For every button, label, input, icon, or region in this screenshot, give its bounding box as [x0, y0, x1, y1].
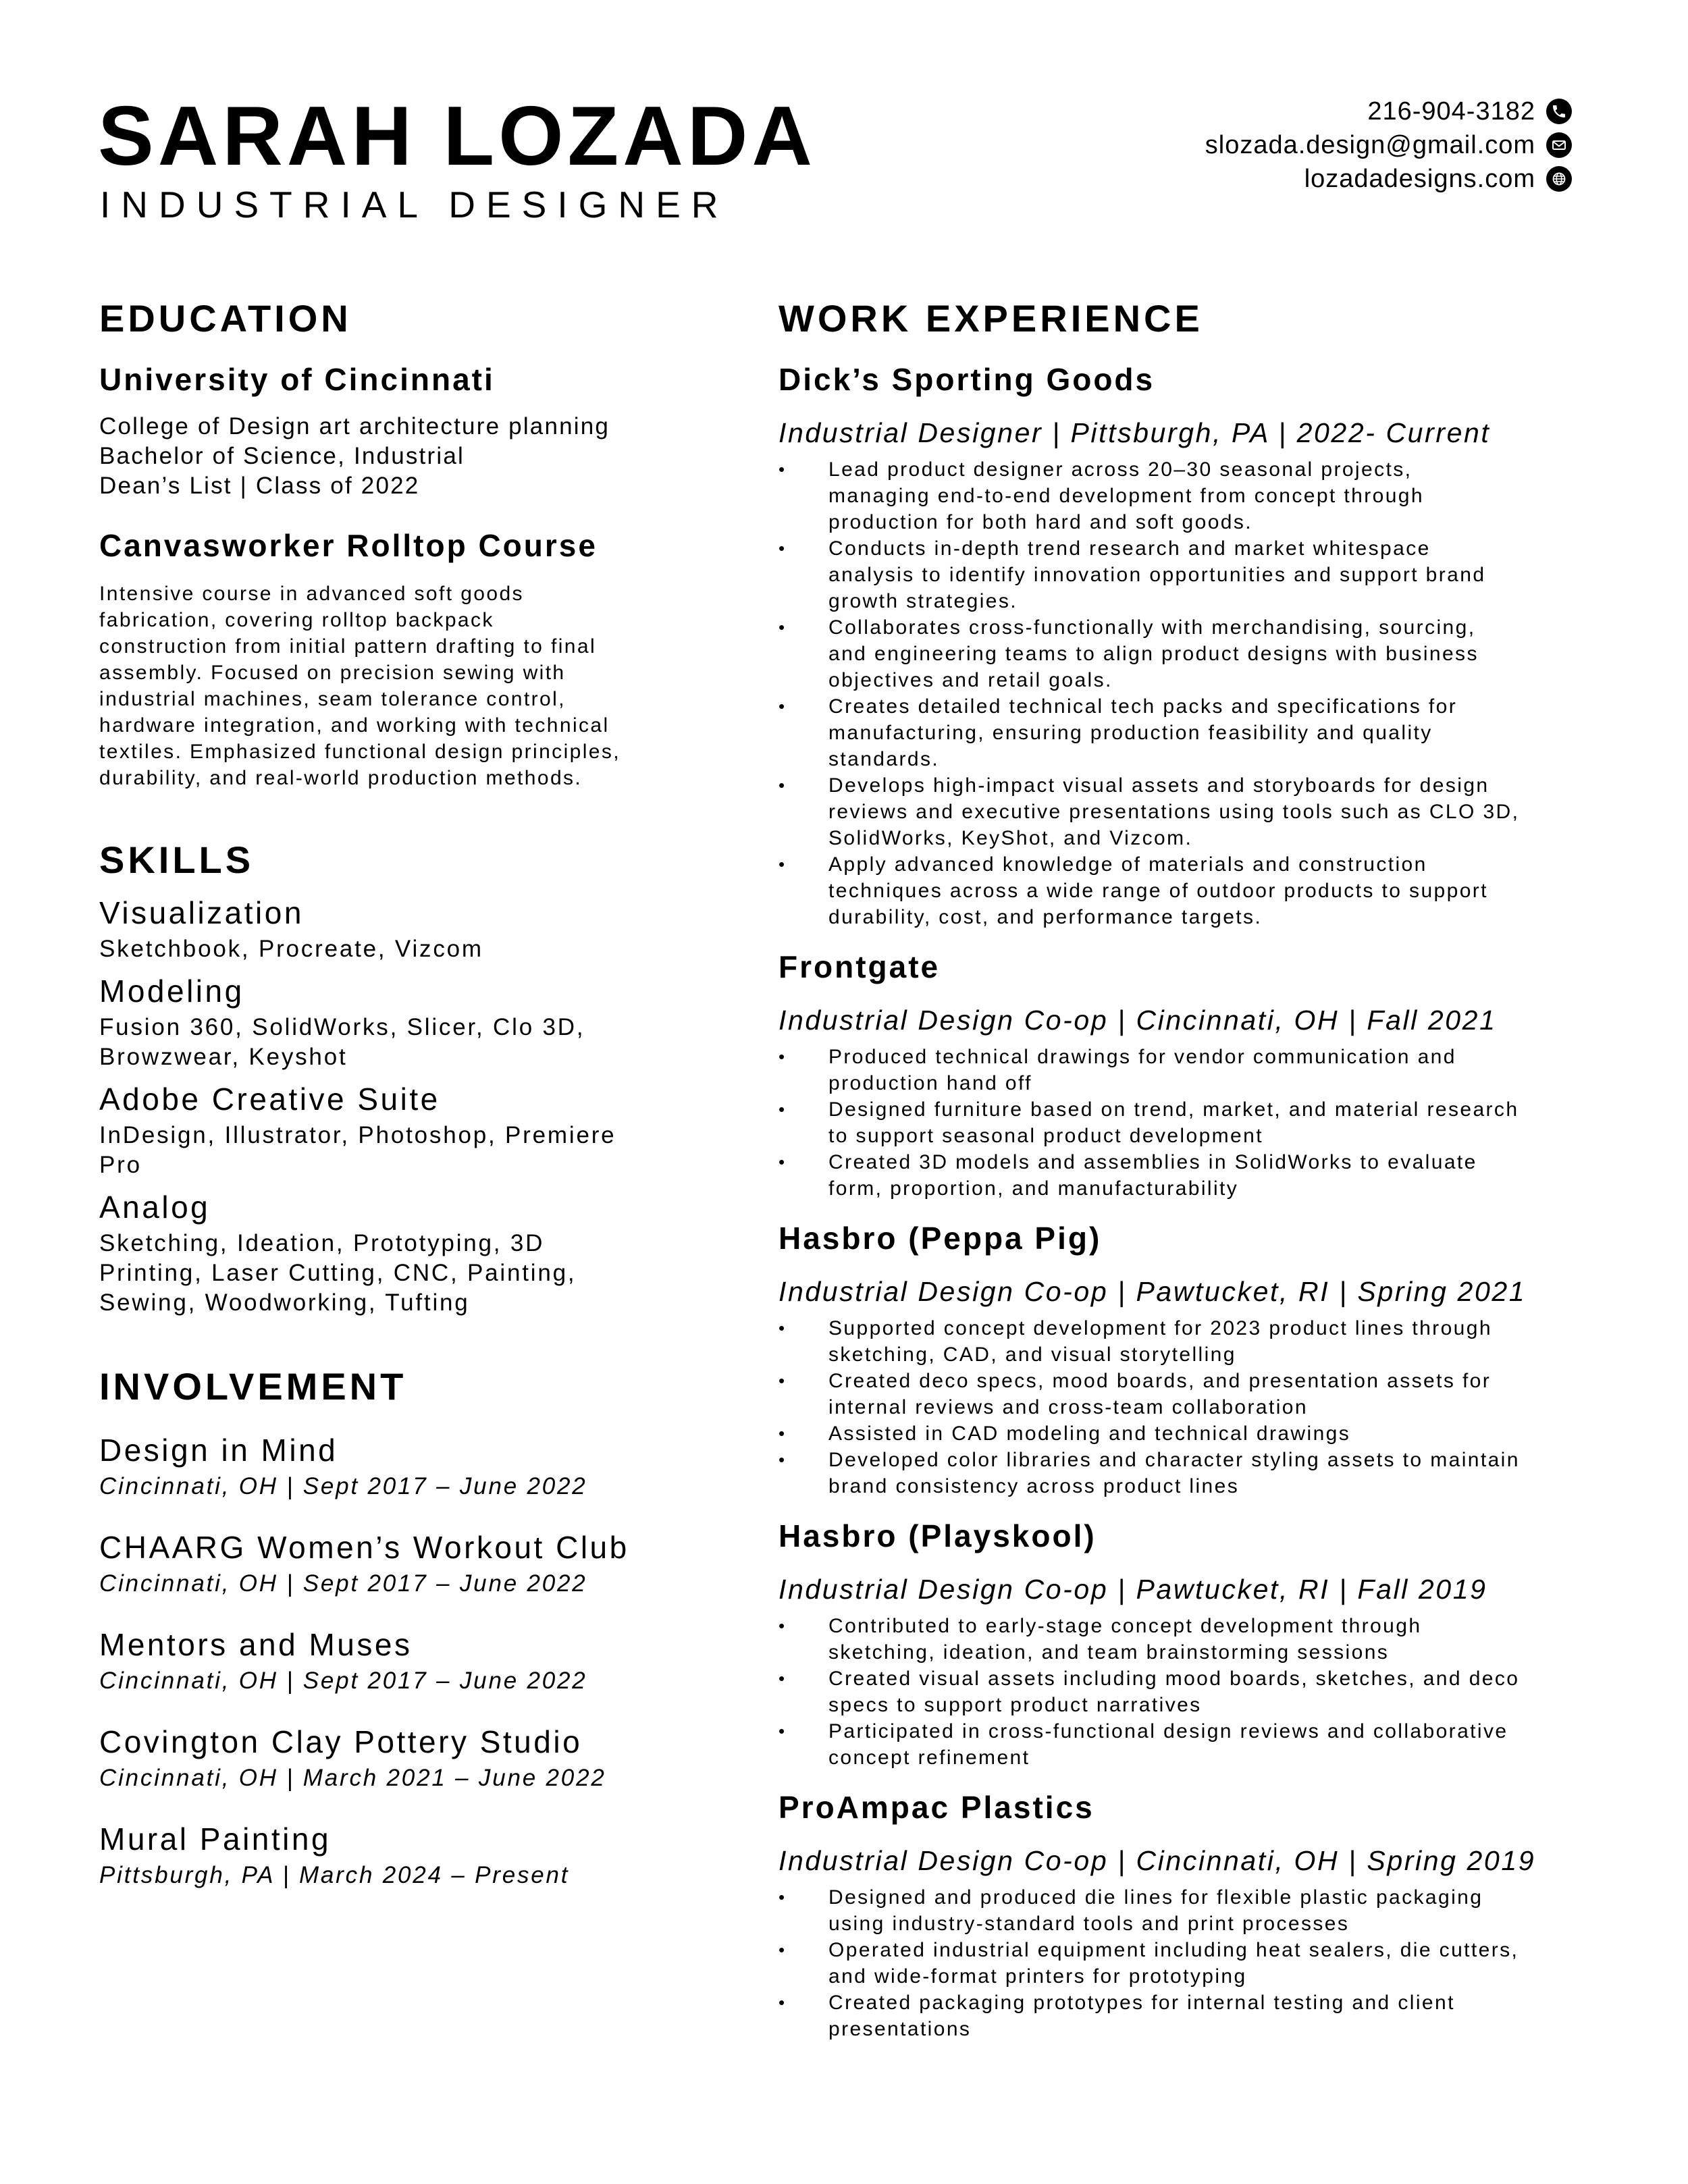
job-bullet	[779, 456, 1606, 535]
bullet-line: sketching, CAD, and visual storytelling	[828, 1343, 1236, 1366]
course-line: industrial machines, seam tolerance control,	[99, 688, 566, 710]
mail-icon	[1546, 132, 1572, 158]
job-bullet	[779, 1447, 1606, 1499]
involvement-item	[99, 1431, 693, 1501]
job-role: Industrial Design Co-op | Cincinnati, OH | Spring 2019	[779, 1845, 1536, 1876]
contact-website	[1205, 162, 1572, 196]
job-bullet	[779, 1718, 1606, 1771]
involvement-title: Mentors and Muses	[99, 1627, 413, 1662]
involvement-item	[99, 1723, 693, 1793]
job-role: Industrial Design Co-op | Pawtucket, RI | Spring 2021	[779, 1276, 1527, 1307]
job-bullets	[779, 456, 1606, 930]
bullet-line: objectives and retail goals.	[828, 669, 1113, 691]
bullet-line: techniques across a wide range of outdoor products to support	[828, 880, 1488, 902]
job-role: Industrial Designer | Pittsburgh, PA | 2022- Current	[779, 417, 1491, 448]
email-address: slozada.design@gmail.com	[1205, 130, 1535, 159]
education-heading: EDUCATION	[99, 297, 352, 340]
job-entry	[779, 948, 1606, 1202]
job-role: Industrial Design Co-op | Cincinnati, OH | Fall 2021	[779, 1005, 1497, 1036]
skill-group-text: Pro	[99, 1152, 142, 1178]
school-detail-line: College of Design art architecture planning	[99, 413, 610, 440]
job-role: Industrial Design Co-op | Pawtucket, RI | Fall 2019	[779, 1574, 1487, 1605]
involvement-item	[99, 1528, 693, 1599]
bullet-line: presentations	[828, 2018, 972, 2040]
involvement-item	[99, 1820, 693, 1890]
contact-email	[1205, 128, 1572, 162]
bullet-line: • Contributed to early-stage concept development through	[828, 1615, 1422, 1637]
job-bullets	[779, 1884, 1606, 2042]
job-bullet	[779, 851, 1606, 930]
bullet-line: form, proportion, and manufacturability	[828, 1177, 1239, 1200]
skill-group-title: Adobe Creative Suite	[99, 1082, 440, 1117]
bullet-line: • Developed color libraries and character styling assets to maintain	[828, 1449, 1520, 1471]
job-bullet	[779, 614, 1606, 693]
school-name: University of Cincinnati	[99, 362, 495, 397]
bullet-line: • Operated industrial equipment including heat sealers, die cutters,	[828, 1939, 1519, 1961]
involvement-meta: Pittsburgh, PA | March 2024 – Present	[99, 1862, 570, 1888]
bullet-line: • Designed furniture based on trend, market, and material research	[828, 1098, 1519, 1121]
course-description	[99, 581, 693, 791]
bullet-line: production hand off	[828, 1072, 1032, 1094]
course-line: assembly. Focused on precision sewing with	[99, 662, 566, 684]
involvement-meta: Cincinnati, OH | Sept 2017 – June 2022	[99, 1473, 587, 1499]
job-company: Frontgate	[779, 949, 941, 984]
involvement-meta: Cincinnati, OH | Sept 2017 – June 2022	[99, 1668, 587, 1694]
bullet-line: • Apply advanced knowledge of materials and construction	[828, 853, 1427, 876]
candidate-title: INDUSTRIAL DESIGNER	[100, 184, 729, 225]
job-bullet	[779, 1044, 1606, 1096]
job-bullet	[779, 1149, 1606, 1202]
education-section	[99, 297, 693, 791]
job-bullet	[779, 1937, 1606, 1990]
involvement-title: Covington Clay Pottery Studio	[99, 1724, 583, 1759]
skill-group-text: InDesign, Illustrator, Photoshop, Premiere	[99, 1122, 616, 1148]
course-line: construction from initial pattern drafting to final	[99, 635, 597, 658]
bullet-line: • Develops high-impact visual assets and storyboards for design	[828, 774, 1489, 797]
bullet-line: production for both hard and soft goods.	[828, 511, 1253, 533]
course-line: textiles. Emphasized functional design principles,	[99, 741, 621, 763]
bullet-line: manufacturing, ensuring production feasibility and quality	[828, 722, 1433, 744]
school-details	[99, 412, 693, 501]
bullet-line: • Designed and produced die lines for flexible plastic packaging	[828, 1886, 1483, 1909]
skill-group-title: Modeling	[99, 974, 244, 1009]
job-bullet	[779, 1368, 1606, 1420]
bullet-line: • Created deco specs, mood boards, and presentation assets for	[828, 1370, 1492, 1392]
bullet-line: • Supported concept development for 2023 product lines through	[828, 1317, 1492, 1339]
involvement-heading: INVOLVEMENT	[99, 1365, 407, 1408]
course-line: Intensive course in advanced soft goods	[99, 583, 524, 605]
job-bullet	[779, 1613, 1606, 1666]
bullet-line: • Creates detailed technical tech packs and specifications for	[828, 695, 1458, 718]
skill-group-title: Analog	[99, 1190, 211, 1225]
bullet-line: • Collaborates cross-functionally with merchandising, sourcing,	[828, 616, 1476, 639]
job-bullet	[779, 1990, 1606, 2042]
right-column	[779, 297, 1606, 2042]
job-company: ProAmpac Plastics	[779, 1790, 1094, 1825]
bullet-line: specs to support product narratives	[828, 1694, 1202, 1716]
skill-group	[99, 894, 693, 964]
job-bullet	[779, 1884, 1606, 1937]
bullet-line: concept refinement	[828, 1747, 1030, 1769]
website-url: lozadadesigns.com	[1304, 164, 1535, 193]
bullet-line: standards.	[828, 748, 940, 770]
school-detail-line: Bachelor of Science, Industrial	[99, 443, 465, 469]
bullet-line: internal reviews and cross-team collaboration	[828, 1396, 1308, 1418]
bullet-line: sketching, ideation, and team brainstorming sessions	[828, 1641, 1390, 1663]
job-company: Hasbro (Peppa Pig)	[779, 1221, 1102, 1256]
bullet-line: • Participated in cross-functional design reviews and collaborative	[828, 1720, 1508, 1742]
bullet-line: SolidWorks, KeyShot, and Vizcom.	[828, 827, 1193, 849]
school-detail-line: Dean’s List | Class of 2022	[99, 473, 420, 499]
involvement-meta: Cincinnati, OH | March 2021 – June 2022	[99, 1765, 606, 1791]
job-bullet	[779, 693, 1606, 772]
job-entry	[779, 1788, 1606, 2042]
job-company: Hasbro (Playskool)	[779, 1518, 1097, 1553]
course-line: durability, and real-world production methods.	[99, 767, 583, 789]
phone-number: 216-904-3182	[1367, 97, 1535, 126]
skill-group-title: Visualization	[99, 895, 304, 930]
skills-section	[99, 838, 693, 1318]
involvement-title: Design in Mind	[99, 1433, 338, 1468]
skill-group-text: Sketching, Ideation, Prototyping, 3D	[99, 1230, 545, 1256]
skill-group	[99, 972, 693, 1072]
job-bullet	[779, 1420, 1606, 1447]
job-bullets	[779, 1613, 1606, 1771]
job-bullet	[779, 1666, 1606, 1718]
bullet-line: • Assisted in CAD modeling and technical drawings	[828, 1422, 1351, 1445]
job-entry	[779, 1517, 1606, 1771]
bullet-line: durability, cost, and performance targets.	[828, 906, 1263, 928]
bullet-line: growth strategies.	[828, 590, 1018, 612]
job-entry	[779, 1219, 1606, 1499]
skill-group-text: Browzwear, Keyshot	[99, 1044, 348, 1070]
skill-group-text: Fusion 360, SolidWorks, Slicer, Clo 3D,	[99, 1014, 585, 1040]
phone-icon	[1546, 99, 1572, 124]
bullet-line: • Created packaging prototypes for internal testing and client	[828, 1992, 1455, 2014]
job-bullet	[779, 772, 1606, 851]
job-bullet	[779, 535, 1606, 614]
course-line: hardware integration, and working with technical	[99, 714, 610, 737]
bullet-line: using industry-standard tools and print processes	[828, 1913, 1350, 1935]
bullet-line: • Created visual assets including mood boards, sketches, and deco	[828, 1668, 1520, 1690]
involvement-title: Mural Painting	[99, 1821, 332, 1857]
course-name: Canvasworker Rolltop Course	[99, 528, 598, 563]
skill-group-text: Printing, Laser Cutting, CNC, Painting,	[99, 1260, 577, 1286]
skill-group-text: Sewing, Woodworking, Tufting	[99, 1289, 470, 1316]
globe-icon	[1546, 166, 1572, 192]
bullet-line: to support seasonal product development	[828, 1125, 1263, 1147]
contact-phone	[1205, 95, 1572, 128]
job-bullets	[779, 1044, 1606, 1202]
left-column	[99, 297, 693, 1890]
job-bullet	[779, 1096, 1606, 1149]
bullet-line: managing end-to-end development from concept through	[828, 485, 1424, 507]
involvement-meta: Cincinnati, OH | Sept 2017 – June 2022	[99, 1570, 587, 1597]
bullet-line: brand consistency across product lines	[828, 1475, 1240, 1497]
bullet-line: and engineering teams to align product designs with business	[828, 643, 1479, 665]
involvement-item	[99, 1626, 693, 1696]
contact-block	[1205, 95, 1572, 196]
skill-group	[99, 1080, 693, 1180]
bullet-line: reviews and executive presentations using tools such as CLO 3D,	[828, 801, 1520, 823]
job-bullet	[779, 1315, 1606, 1368]
work-heading: WORK EXPERIENCE	[779, 297, 1203, 340]
job-bullets	[779, 1315, 1606, 1499]
bullet-line: • Lead product designer across 20–30 seasonal projects,	[828, 458, 1413, 481]
course-line: fabrication, covering rolltop backpack	[99, 609, 494, 631]
involvement-section	[99, 1365, 693, 1890]
skill-group	[99, 1188, 693, 1318]
skill-group-text: Sketchbook, Procreate, Vizcom	[99, 936, 483, 962]
job-entry	[779, 361, 1606, 930]
skills-heading: SKILLS	[99, 838, 255, 881]
involvement-title: CHAARG Women’s Workout Club	[99, 1530, 629, 1565]
bullet-line: analysis to identify innovation opportunities and support brand	[828, 564, 1486, 586]
bullet-line: and wide-format printers for prototyping	[828, 1965, 1247, 1988]
bullet-line: • Conducts in-depth trend research and market whitespace	[828, 537, 1431, 560]
bullet-line: • Produced technical drawings for vendor communication and	[828, 1046, 1456, 1068]
candidate-name: SARAH LOZADA	[98, 90, 816, 183]
bullet-line: • Created 3D models and assemblies in SolidWorks to evaluate	[828, 1151, 1477, 1173]
job-company: Dick’s Sporting Goods	[779, 362, 1155, 397]
